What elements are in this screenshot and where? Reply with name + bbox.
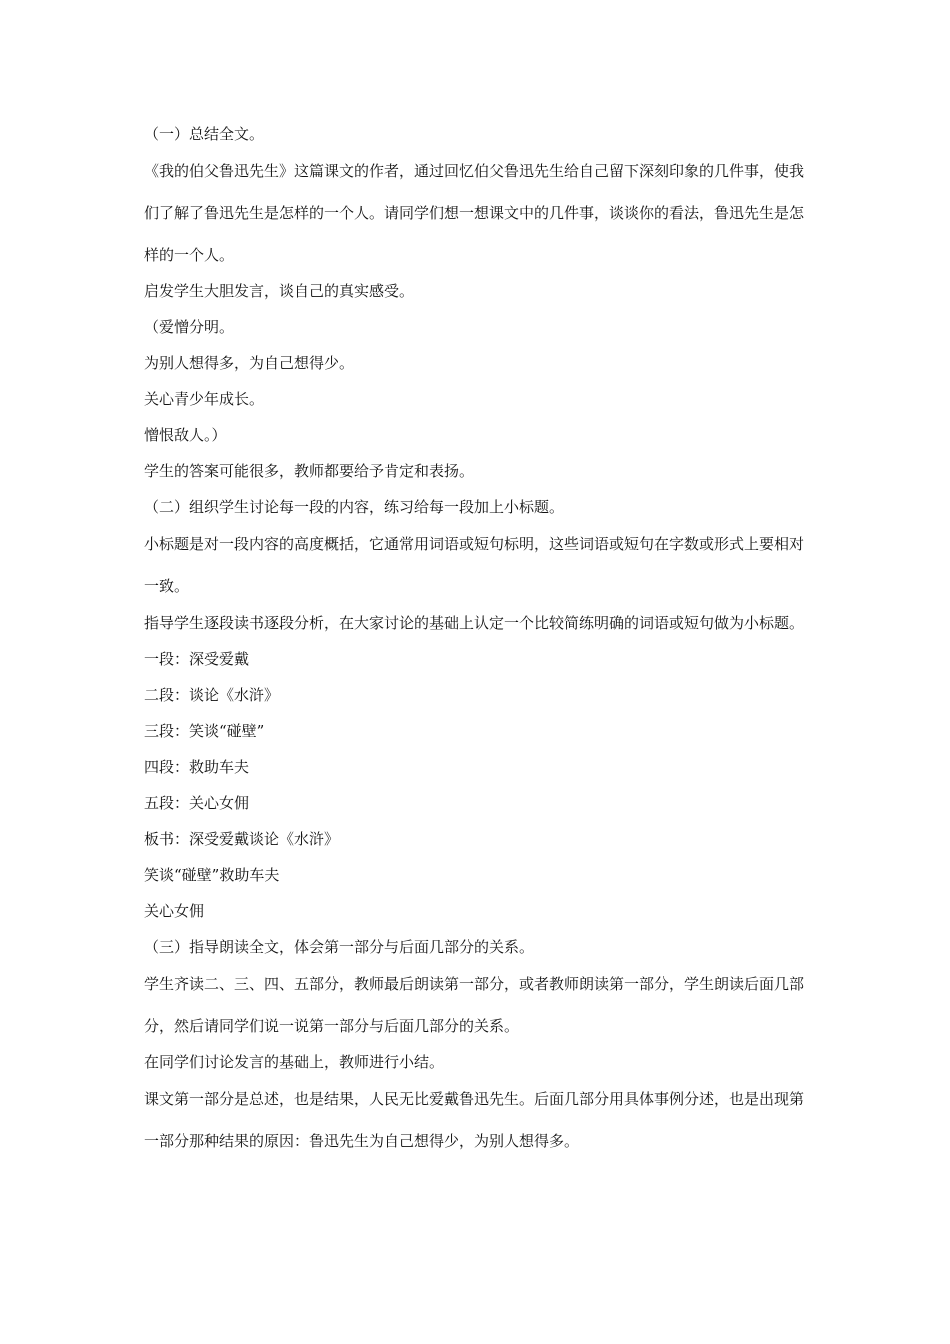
list-item: 一段：深受爱戴 — [144, 650, 250, 668]
paragraph: （爱憎分明。 — [144, 318, 235, 336]
paragraph-intro: 《我的伯父鲁迅先生》这篇课文的作者，通过回忆伯父鲁迅先生给自己留下深刻印象的几件事，使我们了解了鲁迅先生是怎样的一个人。请同学们想一想课文中的几件事，谈谈你的看法，鲁迅先生是怎样的一个人。 — [144, 162, 805, 264]
paragraph: 在同学们讨论发言的基础上，教师进行小结。 — [144, 1053, 445, 1071]
paragraph-conclusion: 课文第一部分是总述，也是结果，人民无比爱戴鲁迅先生。后面几部分用具体事例分述，也是出现第一部分那种结果的原因：鲁迅先生为自己想得少，为别人想得多。 — [144, 1090, 805, 1150]
paragraph: 关心青少年成长。 — [144, 390, 265, 408]
paragraph: 学生的答案可能很多，教师都要给予肯定和表扬。 — [144, 462, 475, 480]
paragraph: 指导学生逐段读书逐段分析，在大家讨论的基础上认定一个比较简练明确的词语或短句做为小标题。 — [144, 614, 805, 632]
paragraph: 学生齐读二、三、四、五部分，教师最后朗读第一部分，或者教师朗读第一部分，学生朗读后面几部分，然后请同学们说一说第一部分与后面几部分的关系。 — [144, 975, 805, 1035]
board-notes: 关心女佣 — [144, 902, 205, 920]
paragraph: 为别人想得多，为自己想得少。 — [144, 354, 355, 372]
section-heading-1: （一）总结全文。 — [144, 125, 265, 143]
paragraph: 小标题是对一段内容的高度概括，它通常用词语或短句标明，这些词语或短句在字数或形式上要相对一致。 — [144, 535, 805, 595]
section-heading-2: （二）组织学生讨论每一段的内容，练习给每一段加上小标题。 — [144, 498, 565, 516]
section-heading-3: （三）指导朗读全文，体会第一部分与后面几部分的关系。 — [144, 938, 535, 956]
paragraph: 憎恨敌人。） — [144, 426, 227, 444]
document-page — [144, 124, 808, 1167]
list-item: 四段：救助车夫 — [144, 758, 250, 776]
board-notes: 板书：深受爱戴谈论《水浒》 — [144, 830, 340, 848]
paragraph: 启发学生大胆发言，谈自己的真实感受。 — [144, 282, 415, 300]
board-notes: 笑谈“碰壁”救助车夫 — [144, 866, 280, 884]
list-item: 五段：关心女佣 — [144, 794, 250, 812]
list-item: 三段：笑谈“碰壁” — [144, 722, 265, 740]
list-item: 二段：谈论《水浒》 — [144, 686, 280, 704]
